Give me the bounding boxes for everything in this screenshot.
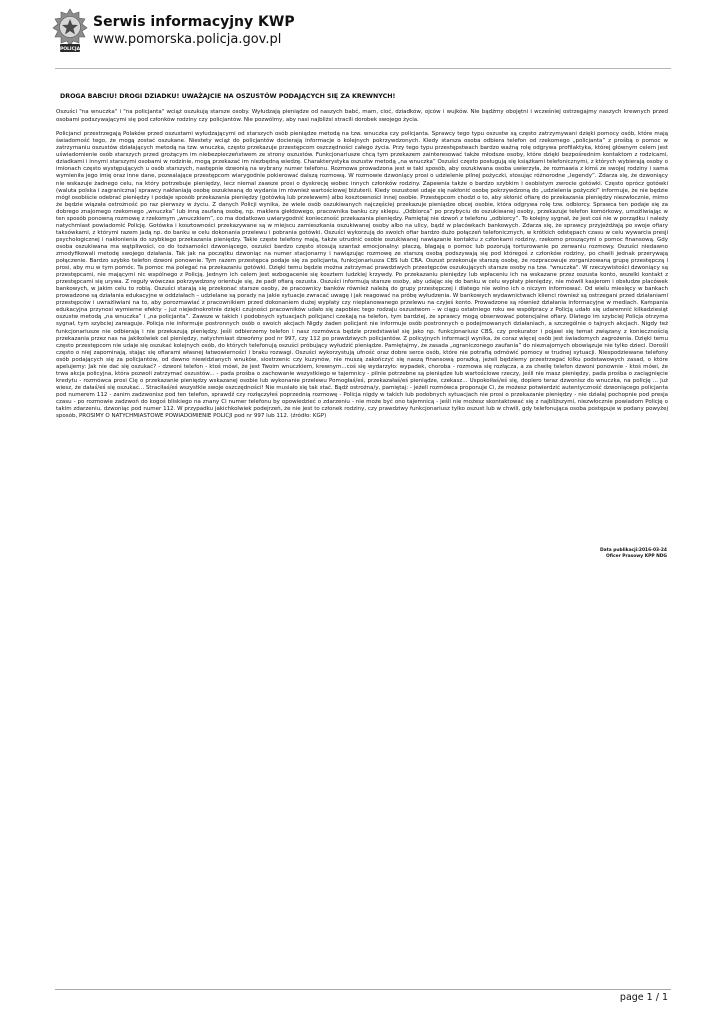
page-number: page 1 / 1 <box>619 992 668 1003</box>
footer-divider <box>55 989 671 990</box>
publication-date: Data publikacji:2016-03-24 <box>600 548 667 553</box>
article-body: Policjanci przestrzegają Polaków przed oszustami wyłudzającymi od starszych osób pieniądze metodą na tzw. wnuczka czy policjanta. Sprawcy tego typu oszustw są często zatrzymywani dzięki pomocy osób, które mają świadomość tego, że mogą zostać oszukane. Niestety wciąż do policjantów docierają informacje o kolejnych pokrzywdzonych. Kiedy starsza osoba odbiera telefon od rzekomego „policjanta” z prośbą o pomoc w zatrzymaniu oszustów działających metodą na tzw. wnuczka, często przekazuje przestępcom oszczędności całego życia. Przy tego typu przestępstwach bardzo ważną rolę odgrywa profilaktyka, której głównym celem jest uświadomienie osób starszych przed grożącym im niebezpieczeństwem ze strony oszustów. Funkcjonariusze chcą tym przekazem zainteresować także młodsze osoby, które dzięki bezpośrednim kontaktom z rodzicami, dziadkami i innymi starszymi osobami w rodzinie, mogą przekazać im niezbędną wiedzę. Charakterystyka oszustw metodą „na wnuczka” Oszuści często posługują się książkami telefonicznymi, z których wybierają osoby o imionach często występujących u osób starszych, następnie dzwonią na wybrany numer telefonu. Rozmowa prowadzona jest w taki sposób, aby oszukiwana osoba uwierzyła, że rozmawia z kimś ze swojej rodziny i sama wymieniła jego imię oraz inne dane, pozwalające przestępcom wiarygodnie pokierować dalszą rozmową. W rozmowie dzwoniący prosi o udzielenie pilnej pożyczki, stosując różnorodne „legendy”. Zdarza się, że dzwoniący nie wskazuje żadnego celu, na który potrzebuje pieniędzy, lecz niemal zawsze prosi o dyskrecję wobec innych członków rodziny. Zapewnia także o bardzo szybkim i osobistym zwrocie gotówki. Często oprócz gotówki (waluta polska i zagraniczna) sprawcy nakłaniają osobę oszukiwaną do wydania im również wartościowej biżuterii. Kiedy oszustowi udaje się nakłonić osobę pokrzywdzoną do „udzielenia pożyczki” informuje, że nie będzie mógł osobiście odebrać pieniędzy i podaje sposób przekazania pieniędzy (gotówką lub przelewem) albo kosztowności innej osobie. Przestępcom chodzi o to, aby skłonić ofiarę do przekazania pieniędzy niezwłocznie, mimo że będzie wiązała ostrożność po raz pierwszy w życiu. Z danych Policji wynika, że wiele osób oszukiwanych najczęściej przekazuje pieniądze obcej osobie, która odgrywa rolę tzw. odbiorcy. Sprawca ten podaje się za dobrego znajomego rzekomego „wnuczka” lub inną zaufaną osobę, np. maklera giełdowego, pracownika banku czy sklepu. „Odbiorca” po przybyciu do oszukiwanej osoby, przekazuje telefon komórkowy, umożliwiając w ten sposób ponowną rozmowę z rzekomym „wnuczkiem”, co ma dodatkowo uwiarygodnić konieczność przekazania pieniędzy. Pamiętaj nie dzwoń z telefonu „odbiorcy”. To kolejny sygnał, że jest coś nie w porządku i należy natychmiast powiadomić Policję. Gotówka i kosztowności przekazywane są w miejscu zamieszkania oszukiwanej osoby albo na ulicy, bądź w placówkach bankowych. Zdarza się, że sprawcy przyjeżdżają po swoje ofiary taksówkami, z którymi razem jadą np. do banku w celu dokonania przelewu i pobrania gotówki. Oszuści wykorzują do swoich ofiar bardzo dużo połączeń telefonicznych, w krótkich odstępach czasu w celu wywarcia presji psychologicznej i nakłonienia do szybkiego przekazania pieniędzy. Takie częste telefony mają, także utrudnić osobie oszukiwanej nawiązanie kontaktu z członkami rodziny, rzekomo proszącymi o pomoc finansową. Gdy osoba oszukiwana ma wątpliwości, co do tożsamości dzwoniącego, oszuści bardzo często stosują szantaż emocjonalny: płaczą, błagają o pomoc lub pozorują torturowanie po zerwaniu rozmowy. Oszuści niedawno zmodyfikowali metodę swojego działania. Tak jak na początku dzwoniąc na numer stacjonarny i nawiązując rozmowę ze starszą osobą podszywają się pod któregoś z członków rodziny, po chwili jednak przerywają połączenie. Bardzo szybko telefon dzwoni ponownie. Tym razem przestępca podaje się za policjanta, funkcjonariusza CBS lub CBA. Oszust przekonuje starszą osobę, że rozpracowuje zorganizowaną grupę przestępczą i prosi, aby mu w tym pomóc. Ta pomoc ma polegać na przekazaniu gotówki. Dzięki temu będzie można zatrzymać prawdziwych przestępców oszukujących starsze osoby na tzw. "wnuczka". W rzeczywistości dzwoniący są przestępcami, nie mającymi nic wspólnego z Policją. Jednym ich celem jest wzbogacenie się kosztem ludzkiej krzywdy. Po przekazaniu pieniędzy lub wpłaceniu ich na wskazane przez oszusta konto, wszelki kontakt z przestępcami się urywa. Z reguły wówczas pokrzywdzony orientuje się, że padł ofiarą oszusta. Oszuści informują starsze osoby, aby udając się do banku w celu wypłaty pieniędzy, nie mówili kasjerom i obsłudze placówek bankowych, w jakim celu to robią. Oszuści starają się przekonać starsze osoby, że pracownicy banków również należą do grupy przestępczej i dlatego nie wolno ich o niczym informować. Od wielu miesięcy w bankach prowadzone są działania edukacyjne w oddziałach – udzielane są porady na jakie sytuacje zwracać uwagę i jak reagować na próbę wyłudzenia. W bankowych wydawnictwach klienci również są ostrzegani przed działaniami przestępców i uwrażliwiani na to, aby porozmawiać z pracownikiem przed dokonaniem dużej wypłaty czy nieplanowanego przelewu na czyjeś konto. Prowadzone są również działania informacyjne w mediach. Kampania edukacyjna przynosi wymierne efekty – już niejednokrotnie dzięki czujności pracowników udało się zapobiec tego rodzaju oszustwom – w ciągu ostatniego roku we współpracy z Policją udało się udaremnić kilkadziesiąt oszustw metodą „na wnuczka” i „na policjanta”. Zawsze w takich i podobnych sytuacjach policjanci czekają na telefon, tym bardziej, że sprawcy mogą obserwować potencjalne ofiary. Dlatego im szybciej Policja otrzyma sygnał, tym szybciej zareaguje. Policja nie informuje postronnych osób o swoich akcjach Nigdy żaden policjant nie informuje osób postronnych o podejmowanych działaniach, a szczególnie o tajnych akcjach. Nigdy też funkcjonariusze nie odbierają i nie przekazują pieniędzy. Jeśli odbierzemy telefon i nasz rozmówca będzie przedstawiał się jako np. funkcjonariusz CBŚ, czy prokurator i pojawi się temat związany z koniecznością przekazania przez nas na jakikolwiek cel pieniędzy, natychmiast dzwońmy pod nr 997, czy 112 po prawdziwych policjantów. Z policyjnych informacji wynika, że coraz więcej osób jest świadomych zagrożenia. Dzięki temu często przestępcom nie udaje się oszukać kolejnych osób, do których telefonują oszuści próbujący wyłudzić pieniądze. Pamiętajmy, że zasada „ograniczonego zaufania” do nieznajomych obowiązuje nie tylko dzieci. Dorośli często o niej zapominają, stając się ofiarami własnej łatwowierności i braku rozwagi. Oszuści wykorzystują ufność oraz dobre serce osób, które nie potrafią odmówić pomocy w trudnej sytuacji. Niespodziewane telefony osób podających się za policjantów, od dawno niewidzianych wnuków, siostrzenic czy kuzynów, nie muszą zakończyć się naszą finansową porażką, jeżeli będziemy przestrzegać kilku podstawowych zasad, o które apelujemy: Jak nie dać się oszukać? - dzwoni telefon - ktoś mówi, że jest Twoim wnuczkiem, krewnym...coś się wydarzyło: wypadek, choroba - rozmowa się rozłącza, a za chwilę telefon dzwoni ponownie - ktoś mówi, że trwa akcja policyjna, która pozwoli zatrzymać oszustów... - pada prośba o zachowanie wszystkiego w tajemnicy - pilnie potrzebne są pieniądze lub wartościowe rzeczy, jeśli nie masz pieniędzy, pada prośba o zaciągnięcie kredytu - rozmówca prosi Cię o przekazanie pieniędzy wskazanej osobie lub wykonanie przelewu Pomogłaś/eś, przekazałaś/eś pieniądze, czekasz... Uspokoiłaś/eś się, dopiero teraz dzwonisz do wnuczka, na policję ... już wiesz, że dałaś/eś się oszukać... Straciłaś/eś wszystkie swoje oszczędności! Nie musiało się tak stać. Bądź ostrożna/y, pamiętaj: - jeżeli rozmówca proponuje Ci, że możesz potwierdzić autentyczność dzwoniącego policjanta pod numerem 112 - zanim zadzwonisz pod ten telefon, sprawdź czy rozłączyłeś poprzednią rozmowę - Policja nigdy w takich lub podobnych sytuacjach nie prosi o przekazanie pieniędzy - nie działaj pochopnie pod presja czasu - po rozmowie zadzwoń do kogoś bliskiego na znany Ci numer telefonu by opowiedzieć o zdarzeniu - nie może być ono tajemnicą - jeśli nie możesz skontaktować się z najbliższymi, niezwłocznie powiadom Policję o takim zdarzeniu, dzwoniąc pod numer 112. W przypadku jakichkolwiek podejrzeń, że nie jest to członek rodziny, czy prawdziwy funkcjonariusz tylko oszust lub w chwili, gdy telefonująca osoba postępuje w podany powyżej sposób, PROSIMY O NATYCHMIASTOWE POWIADOMIENIE POLICJI pod nr 997 lub 112. (źródło: KGP) <box>56 131 668 420</box>
police-badge-icon <box>52 8 88 56</box>
site-url: www.pomorska.policja.gov.pl <box>93 32 282 47</box>
article-headline: DROGA BABCIU! DROGI DZIADKU! UWAŻAJCIE NA OSZUSTÓW PODAJĄCYCH SIĘ ZA KREWNYCH! <box>60 93 396 100</box>
publication-author: Oficer Prasowy KPP NDG <box>606 553 667 559</box>
page-header <box>52 8 672 60</box>
article-lead: Oszuści "na wnuczka" i "na policjanta" wciąż oszukują starsze osoby. Wyłudzają pieniądze od naszych babć, mam, cioć, dziadków, ojców i wujków. Nie bądźmy obojętni i wcześniej ostrzegajmy naszych krewnych przed osobami podszywającymi się pod członków rodziny czy policjantów. Nie pozwólmy, aby nasi najbliżsi stracili dorobek swojego życia. <box>56 109 668 123</box>
header-divider <box>55 68 671 69</box>
article <box>56 93 668 420</box>
site-title: Serwis informacyjny KWP <box>93 14 295 30</box>
logo-text: POLICJA <box>59 47 81 52</box>
publication-info <box>600 548 667 559</box>
